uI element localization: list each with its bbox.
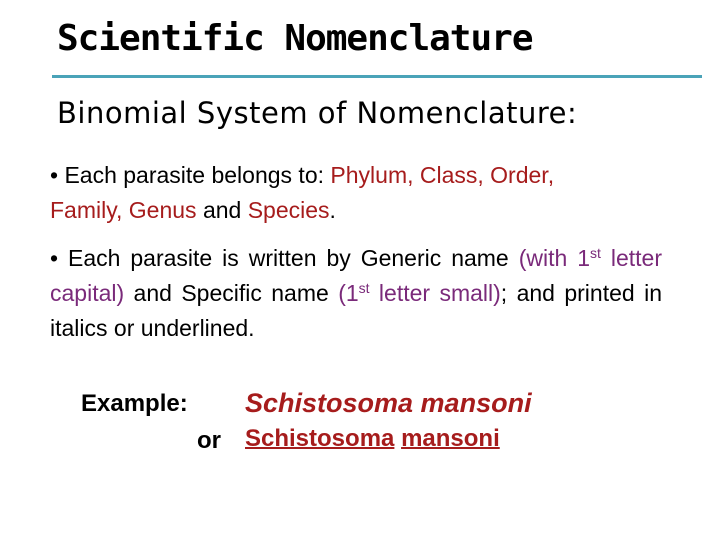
and-word: and <box>196 197 248 223</box>
ranks-line2b: Species <box>247 197 330 223</box>
example-underlined-name <box>245 425 500 453</box>
generic-paren-b: letter capital) <box>50 245 662 306</box>
bullet2-part3: ; and printed in italics or underlined. <box>50 280 662 341</box>
title-underline-rule <box>52 75 702 78</box>
ranks-line2a: Family, Genus <box>50 197 197 223</box>
or-label: or <box>197 427 221 454</box>
example-italic-name: Schistosoma mansoni <box>245 388 532 418</box>
bullet1-end: . <box>329 197 336 223</box>
example-label: Example: <box>81 390 188 417</box>
species-underlined: mansoni <box>401 425 500 452</box>
slide-subtitle: Binomial System of Nomenclature: <box>57 96 578 130</box>
genus-underlined: Schistosoma <box>245 425 395 452</box>
ranks-line1: Phylum, Class, Order, <box>330 162 555 188</box>
generic-paren-a: (with 1 <box>518 245 590 271</box>
generic-paren-sup: st <box>590 245 601 261</box>
bullet2-part1: • Each parasite is written by Generic name <box>50 245 519 271</box>
bullet1-text: • Each parasite belongs to: <box>50 162 331 188</box>
bullet-naming-rule <box>50 241 662 346</box>
specific-paren-a: (1 <box>338 280 359 306</box>
slide-title: Scientific Nomenclature <box>57 18 533 59</box>
specific-paren-b: letter small) <box>369 280 501 306</box>
bullet2-part2: and Specific name <box>124 280 339 306</box>
specific-paren-sup: st <box>358 280 370 296</box>
bullet-taxonomy-ranks <box>50 158 662 228</box>
